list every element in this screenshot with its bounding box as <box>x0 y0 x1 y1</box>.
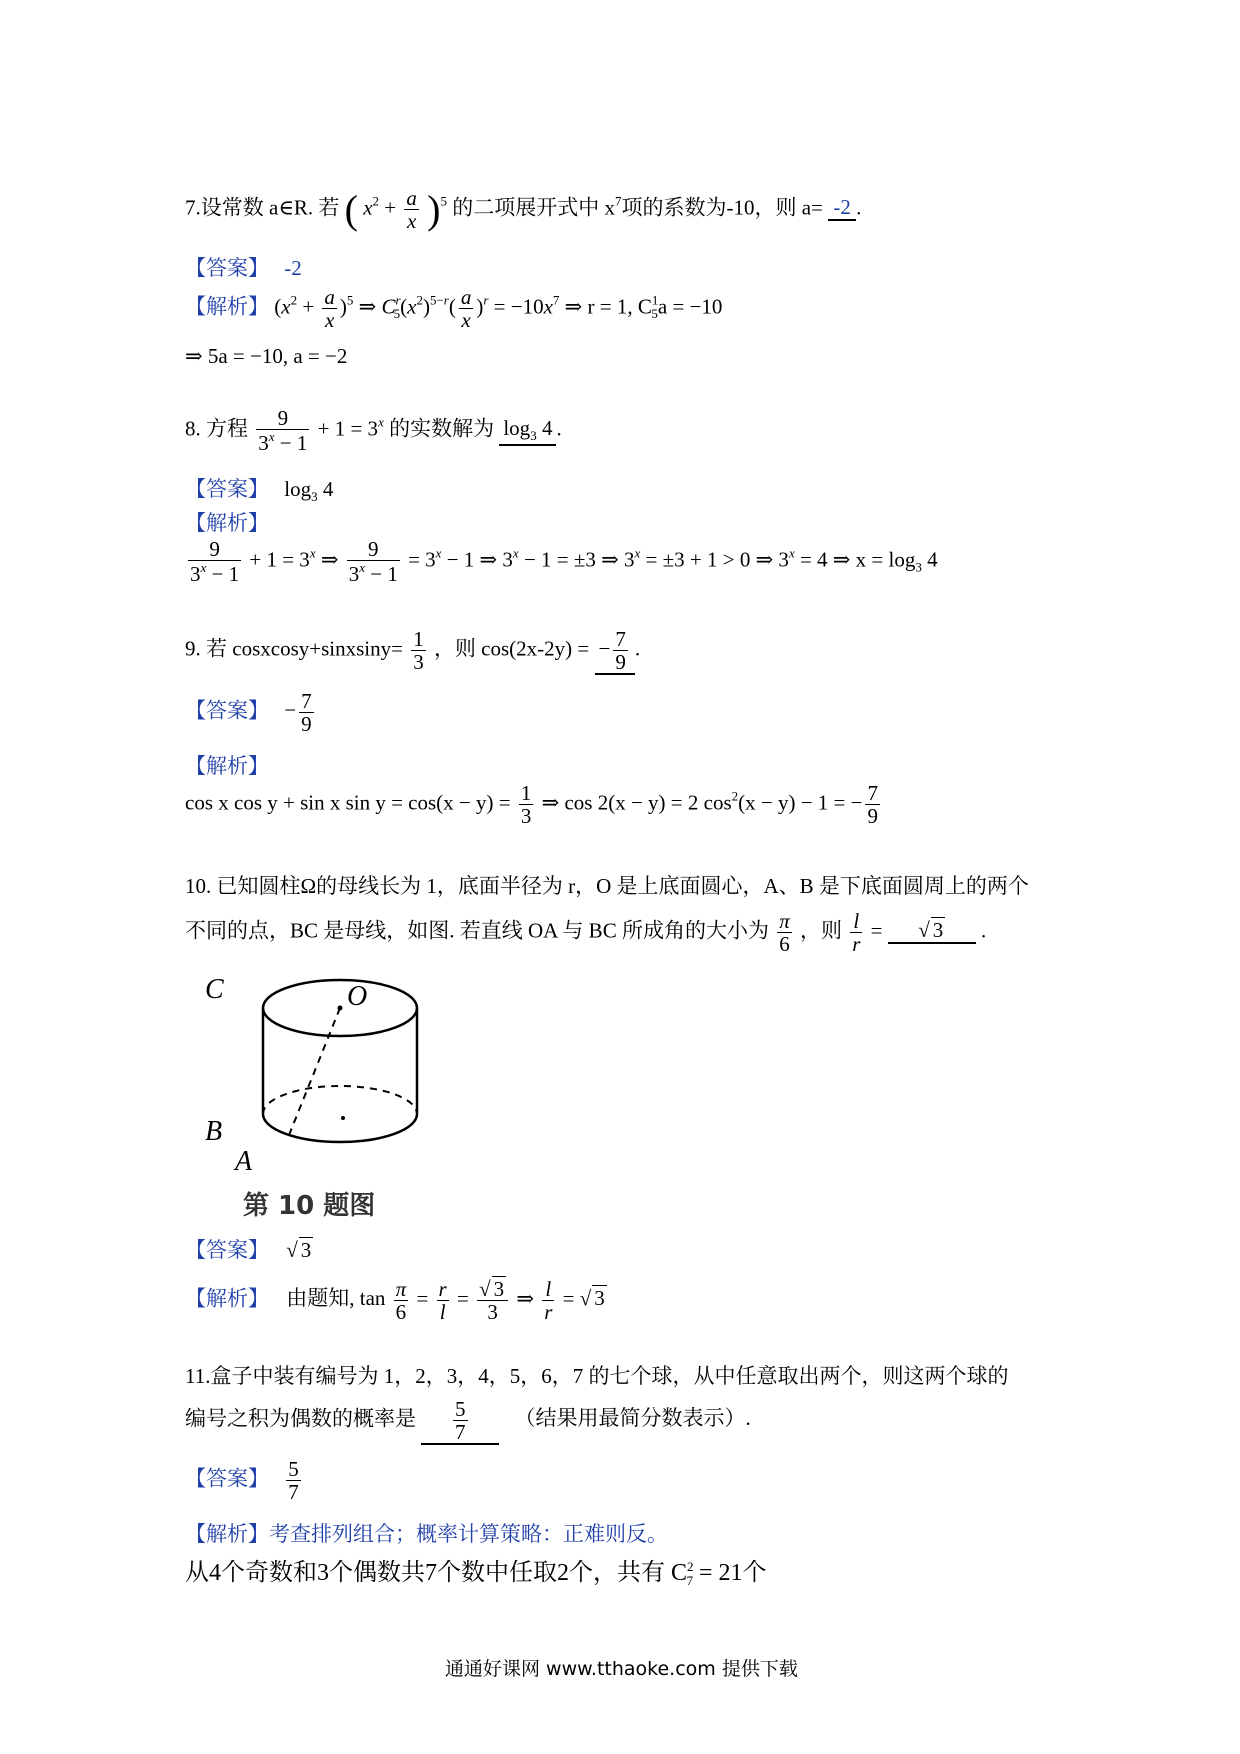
q8-end: . <box>556 416 562 441</box>
analysis-label: 【解析】 <box>185 1522 269 1546</box>
label-B: B <box>205 1116 223 1147</box>
q7-solution-tail: ⇒ r = 1, C <box>564 294 652 319</box>
q8-equation: + 1 = 3 <box>317 416 379 441</box>
q8-sol-f: = ±3 + 1 > 0 ⇒ 3 <box>645 547 789 572</box>
q8-mid: 的实数解为 <box>389 416 495 441</box>
q8-sol-g: = 4 ⇒ x = log <box>799 547 916 572</box>
q11-line2-tail: （结果用最简分数表示）. <box>514 1406 751 1431</box>
q10-sol-a: 由题知, tan <box>286 1286 386 1311</box>
q8-blank-arg: 4 <box>541 416 553 441</box>
bottom-center <box>341 1116 345 1120</box>
q8-answer <box>185 473 333 505</box>
q8-sol-e: − 1 = ±3 ⇒ 3 <box>523 547 635 572</box>
q11-answer: 【答案】 $\frac{5}{7}$ <box>185 1457 299 1505</box>
label-O: O <box>347 981 368 1012</box>
q9-mid: ，则 cos(2x-2y) = <box>433 636 595 661</box>
q11-analysis <box>185 1518 668 1548</box>
footer-text: 通通好课网 www.tthaoke.com 提供下载 <box>445 1658 798 1680</box>
q10-blank-value: 3 <box>932 918 944 943</box>
analysis-label: 【解析】 <box>185 294 269 319</box>
q8-sol-c: = 3 <box>408 547 436 572</box>
q11-solution <box>185 1552 767 1589</box>
analysis-label: 【解析】 <box>185 754 269 778</box>
q11-sol-sub: 7 <box>686 1573 694 1588</box>
q7-solution-end: a = −10 <box>657 294 723 319</box>
q8-prefix: 8. 方程 <box>185 416 248 441</box>
q10-analysis: 【解析】 由题知, tan $\frac{\pi}{6}$ = $\frac{r}{l}$ = $\frac{√ 3}{3}$ ⇒ $\frac{l}{r}$ = √ 3 <box>185 1277 605 1325</box>
q8-statement: 8. 方程 $\frac{9}{3^x - 1}$ + $1 = 3^x$ 的实数解为 $\log_3 4$ . <box>185 406 562 456</box>
q8-sol-g-arg: 4 <box>927 547 938 572</box>
q8-answer-base: 3 <box>311 489 318 504</box>
q7-answer <box>185 252 302 282</box>
q9-sol-c: (x − y) − 1 = − <box>738 790 863 815</box>
q8-sol-a: + 1 = 3 <box>249 547 310 572</box>
q11-line1 <box>185 1360 1008 1390</box>
q11-sol: 从4个奇数和3个偶数共7个数中任取2个，共有 C <box>185 1560 688 1586</box>
q9-prefix: 9. 若 cosxcosy+sinxsiny= <box>185 636 403 661</box>
q8-blank-log: log <box>503 416 531 441</box>
q10-line1 <box>185 870 1029 900</box>
q7-exponent: 7 <box>614 193 622 209</box>
q10-answer: 【答案】 √ 3 <box>185 1238 312 1262</box>
q11-text-line2: 编号之积为偶数的概率是 <box>185 1406 416 1431</box>
q8-answer-log: log <box>284 477 312 501</box>
answer-label: 【答案】 <box>185 1466 269 1491</box>
q9-sol-a: cos x cos y + sin x sin y = cos(x − y) = <box>185 790 511 815</box>
q9-answer: 【答案】 − $\frac{7}{9}$ <box>185 689 312 737</box>
q7-answer-value: -2 <box>284 256 302 280</box>
q7-prefix: 7.设常数 a∈R. 若 <box>185 195 340 220</box>
q11-sol-sup: 2 <box>687 1559 694 1574</box>
answer-label: 【答案】 <box>185 698 269 723</box>
q7-suffix-b: 项的系数为-10，则 a= <box>621 195 829 220</box>
q10-answer-value: 3 <box>300 1238 312 1262</box>
q8-answer-arg: 4 <box>322 477 334 501</box>
q9-sol-b: ⇒ cos 2(x − y) = 2 cos <box>541 790 732 815</box>
q9-analysis: cos x cos y + sin x sin y = cos(x − y) = $\frac{1}{3}$ ⇒ cos 2(x − y) = 2 $\cos^2(x - y) - 1$ = − $\frac{7}{9}$ <box>185 781 878 829</box>
q10-sol-b: = <box>416 1286 429 1311</box>
q9-statement: 9. 若 cosxcosy+sinxsiny= $\frac{1}{3}$ ，则 cos(2x-2y) = − $\frac{7}{9}$ . <box>185 627 641 675</box>
cylinder-bottom-back <box>263 1086 417 1114</box>
cylinder-bottom-front <box>263 1114 417 1142</box>
q10-end: . <box>981 918 987 943</box>
q8-analysis: $\frac{9}{3^x - 1}$ + $1 = 3^x$ ⇒ $\frac{9}{3^x - 1}$ = $3^x - 1$ ⇒ 3$^x$ − 1 = ±3 ⇒ 3$^x$ = ±3 + 1 > 0 ⇒ 3$^x$ = 4 ⇒ $x = \log_3 4$ <box>190 537 938 587</box>
answer-label: 【答案】 <box>185 256 269 280</box>
q8-sol-b: ⇒ <box>320 547 339 572</box>
point-O <box>338 1006 343 1011</box>
cylinder-figure <box>195 960 455 1220</box>
q9-analysis-label <box>185 750 269 780</box>
q10-sol-c: = <box>456 1286 469 1311</box>
segment-OA <box>287 1008 340 1140</box>
q11-line2: 编号之积为偶数的概率是 $\frac{5}{7}$ （结果用最简分数表示）. <box>185 1397 751 1445</box>
q8-analysis-label <box>185 507 269 537</box>
answer-label: 【答案】 <box>185 477 269 501</box>
q8-blank-base: 3 <box>530 428 537 444</box>
label-C: C <box>205 974 224 1005</box>
q7-analysis: 【解析】 ($x^2$ + $\frac{a}{x}$ )$^5$ ⇒ $C^r_5(x^2)^{5-r}$( $\frac{a}{x}$ )$^r = -10x^7$ ⇒ r = 1, $C^1_5a = -10$ <box>185 285 723 333</box>
figure-caption: 第 10 题图 <box>243 1191 376 1220</box>
analysis-label: 【解析】 <box>185 1286 269 1311</box>
q7-solution-line2: ⇒ 5a = −10, a = −2 <box>185 344 348 368</box>
q11-analysis-text: 考查排列组合；概率计算策略：正难则反。 <box>269 1522 668 1546</box>
answer-label: 【答案】 <box>185 1238 269 1262</box>
q10-line2-mid: ，则 <box>799 918 842 943</box>
q7-statement: 7.设常数 a∈R. 若 ( $x^2$ + $\frac{a}{x}$ )$^5$ 的二项展开式中 $x^7$项的系数为-10，则 a= -2 . <box>185 185 862 233</box>
q7-answer-blank: -2 <box>828 196 856 221</box>
q10-sol-e: = <box>562 1286 575 1311</box>
q9-end: . <box>634 636 641 661</box>
q10-text-line1: 10. 已知圆柱Ω的母线长为 1，底面半径为 r，O 是上底面圆心，A、B 是下底面圆周上的两个 <box>185 874 1029 898</box>
q7-end: . <box>856 195 862 220</box>
q7-analysis-line2 <box>185 344 347 369</box>
q10-line2-eq: = <box>870 918 888 943</box>
q11-sol-tail: = 21个 <box>699 1560 767 1586</box>
q11-text-line1: 11.盒子中装有编号为 1，2，3，4，5，6，7 的七个球，从中任意取出两个，则这两个球的 <box>185 1364 1009 1388</box>
page-footer <box>445 1654 798 1681</box>
q7-suffix-a: 的二项展开式中 x <box>452 195 615 220</box>
q8-sol-g-base: 3 <box>915 559 922 575</box>
analysis-label: 【解析】 <box>185 511 269 535</box>
q10-text-line2: 不同的点，BC 是母线，如图. 若直线 OA 与 BC 所成角的大小为 <box>185 918 769 943</box>
q9-sol-b-exp: 2 <box>731 788 739 804</box>
q10-line2: 不同的点，BC 是母线，如图. 若直线 OA 与 BC 所成角的大小为 $\frac{\pi}{6}$ ，则 $\frac{l}{r}$ = √ 3 . <box>185 909 987 957</box>
q10-sol-d: ⇒ <box>516 1286 534 1311</box>
label-A: A <box>235 1146 253 1177</box>
q8-sol-d: − 1 ⇒ 3 <box>446 547 513 572</box>
